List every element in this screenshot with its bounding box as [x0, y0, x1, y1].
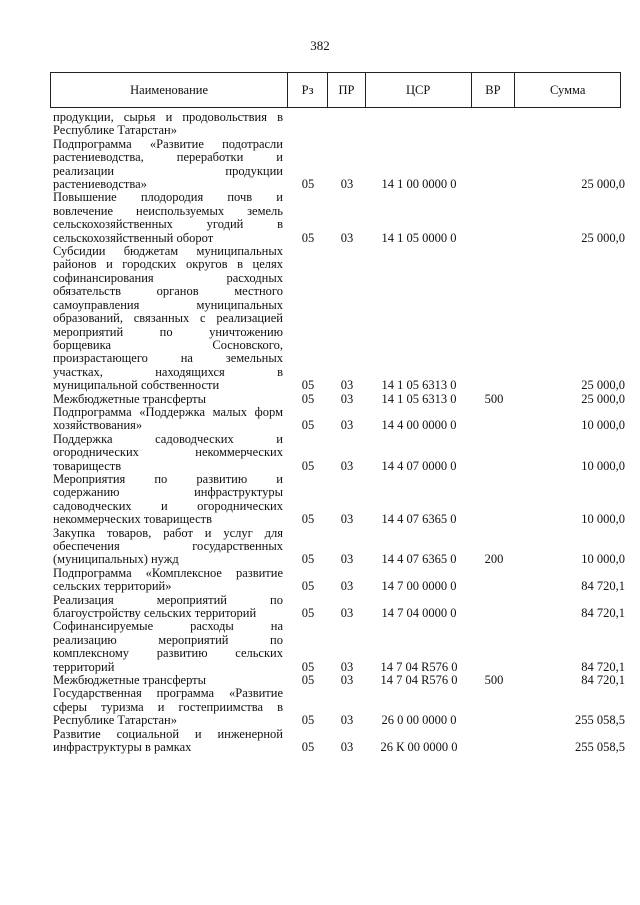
row-pr: 03 [340, 606, 354, 621]
row-rz: 05 [301, 579, 315, 594]
name-line: Республике Татарстан» [53, 123, 177, 138]
table-row [50, 138, 625, 192]
table-row [50, 473, 625, 527]
row-name [50, 728, 283, 755]
row-pr: 03 [340, 458, 354, 473]
row-csr: 14 7 04 0000 0 [381, 606, 457, 621]
name-line: участках, находящихся в [53, 364, 283, 379]
row-rz: 05 [301, 659, 315, 674]
row-sum: 10 000,0 [581, 512, 625, 527]
row-vr: 200 [484, 552, 504, 567]
row-csr: 14 1 00 0000 0 [381, 177, 457, 192]
name-line: (муниципальных) нужд [53, 552, 179, 567]
row-name [50, 111, 283, 138]
name-line: некоммерческих товариществ [53, 512, 212, 527]
name-line: сферы туризма и гостеприимства в [53, 699, 283, 714]
table-row [50, 111, 625, 138]
name-line: обеспечения государственных [53, 539, 283, 553]
name-line: хозяйствования» [53, 418, 143, 433]
row-csr: 26 К 00 0000 0 [380, 740, 458, 755]
row-vr: 500 [484, 391, 504, 406]
table-body [50, 111, 625, 755]
row-csr: 14 7 00 0000 0 [381, 579, 457, 594]
name-line: обязательств органов местного [53, 284, 283, 299]
name-line: мероприятий по уничтожению [53, 324, 283, 339]
row-pr: 03 [340, 579, 354, 594]
row-name [50, 674, 283, 687]
name-line: садоводческих и огороднических [53, 498, 283, 513]
row-csr: 14 7 04 R576 0 [380, 659, 458, 674]
name-line: Подпрограмма «Комплексное развитие [53, 565, 283, 580]
row-sum: 25 000,0 [581, 177, 625, 192]
name-line: Софинансируемые расходы на [53, 619, 283, 634]
table-row [50, 620, 625, 674]
table-row [50, 245, 625, 392]
row-csr: 26 0 00 0000 0 [381, 713, 457, 728]
name-line: благоустройству сельских территорий [53, 606, 257, 621]
row-pr: 03 [340, 418, 354, 433]
table-row [50, 393, 625, 406]
row-sum: 25 000,0 [581, 391, 625, 406]
row-pr: 03 [340, 177, 354, 192]
name-line: сельских территорий» [53, 579, 172, 594]
row-vr: 500 [484, 673, 504, 688]
table-row [50, 594, 625, 621]
row-pr: 03 [340, 740, 354, 755]
row-name [50, 620, 283, 674]
page-number: 382 [310, 38, 330, 53]
name-line: содержанию инфраструктуры [53, 485, 283, 500]
row-sum: 255 058,5 [575, 740, 625, 755]
row-rz: 05 [301, 230, 315, 245]
row-sum: 84 720,1 [581, 659, 625, 674]
name-line: софинансирования расходных [53, 270, 283, 285]
row-rz: 05 [301, 418, 315, 433]
row-csr: 14 4 00 0000 0 [381, 418, 457, 433]
name-line: инфраструктуры в рамках [53, 740, 192, 755]
row-pr: 03 [340, 673, 354, 688]
row-rz: 05 [301, 512, 315, 527]
row-sum: 10 000,0 [581, 552, 625, 567]
name-line: районов и городских округов в целях [53, 257, 283, 272]
row-name [50, 191, 283, 245]
name-line: Закупка товаров, работ и услуг для [53, 525, 283, 540]
name-line: произрастающего на земельных [53, 351, 283, 366]
table-row [50, 567, 625, 594]
row-name [50, 527, 283, 567]
row-rz: 05 [301, 713, 315, 728]
name-line: продукции, сырья и продовольствия в [53, 110, 283, 124]
row-name [50, 393, 283, 406]
row-sum: 10 000,0 [581, 458, 625, 473]
row-sum: 255 058,5 [575, 713, 625, 728]
row-name [50, 594, 283, 621]
row-name [50, 687, 283, 727]
name-line: сельскохозяйственный оборот [53, 230, 214, 245]
name-line: комплексному развитию сельских [53, 646, 283, 661]
row-rz: 05 [301, 552, 315, 567]
row-name [50, 245, 283, 392]
row-sum: 25 000,0 [581, 378, 625, 393]
row-pr: 03 [340, 512, 354, 527]
row-rz: 05 [301, 606, 315, 621]
name-line: самоуправления муниципальных [53, 297, 283, 312]
row-pr: 03 [340, 659, 354, 674]
table-row [50, 527, 625, 567]
header-csr: ЦСР [366, 73, 472, 107]
name-line: территорий [53, 659, 115, 674]
row-sum: 10 000,0 [581, 418, 625, 433]
name-line: растениеводства» [53, 177, 147, 192]
name-line: Мероприятия по развитию и [53, 471, 283, 486]
row-name [50, 406, 283, 433]
row-pr: 03 [340, 230, 354, 245]
row-pr: 03 [340, 713, 354, 728]
name-line: Развитие социальной и инженерной [53, 726, 283, 741]
row-csr: 14 1 05 6313 0 [381, 378, 457, 393]
name-line: огороднических некоммерческих [53, 445, 283, 460]
table-row [50, 191, 625, 245]
header-rz: Рз [288, 73, 328, 107]
header-sum: Сумма [549, 82, 586, 97]
header-pr: ПР [328, 73, 366, 107]
row-sum: 84 720,1 [581, 606, 625, 621]
name-line: образований, связанных с реализацией [53, 311, 283, 326]
name-line: вовлечение неиспользуемых земель [53, 203, 283, 218]
name-line: Подпрограмма «Развитие подотрасли [53, 136, 283, 151]
name-line: Республике Татарстан» [53, 713, 177, 728]
row-csr: 14 1 05 0000 0 [381, 230, 457, 245]
row-pr: 03 [340, 552, 354, 567]
name-line: Поддержка садоводческих и [53, 431, 283, 446]
row-pr: 03 [340, 391, 354, 406]
row-csr: 14 4 07 0000 0 [381, 458, 457, 473]
row-pr: 03 [340, 378, 354, 393]
name-line: Реализация мероприятий по [53, 592, 283, 607]
table-row [50, 728, 625, 755]
name-line: Подпрограмма «Поддержка малых форм [53, 404, 283, 419]
name-line: сельскохозяйственных угодий в [53, 217, 283, 232]
row-name [50, 138, 283, 192]
table-row [50, 433, 625, 473]
row-rz: 05 [301, 458, 315, 473]
row-sum: 84 720,1 [581, 579, 625, 594]
table-row [50, 406, 625, 433]
name-line: борщевика Сосновского, [53, 337, 283, 352]
name-line: Государственная программа «Развитие [53, 686, 283, 701]
name-line: реализации продукции [53, 163, 283, 178]
row-rz: 05 [301, 740, 315, 755]
row-csr: 14 4 07 6365 0 [381, 552, 457, 567]
row-rz: 05 [301, 391, 315, 406]
row-sum: 84 720,1 [581, 673, 625, 688]
name-line: муниципальной собственности [53, 378, 220, 393]
row-csr: 14 1 05 6313 0 [381, 391, 457, 406]
name-line: Повышение плодородия почв и [53, 190, 283, 205]
table-row [50, 687, 625, 727]
row-csr: 14 4 07 6365 0 [381, 512, 457, 527]
name-line: растениеводства, переработки и [53, 150, 283, 165]
row-rz: 05 [301, 177, 315, 192]
row-csr: 14 7 04 R576 0 [380, 673, 458, 688]
row-rz: 05 [301, 673, 315, 688]
name-line: Межбюджетные трансферты [53, 673, 207, 688]
header-name: Наименование [51, 73, 288, 107]
table-row [50, 674, 625, 687]
row-name [50, 473, 283, 527]
header-vr: ВР [472, 73, 516, 107]
name-line: товариществ [53, 458, 122, 473]
row-name [50, 433, 283, 473]
row-name [50, 567, 283, 594]
name-line: реализацию мероприятий по [53, 632, 283, 647]
row-rz: 05 [301, 378, 315, 393]
name-line: Межбюджетные трансферты [53, 391, 207, 406]
name-line: Субсидии бюджетам муниципальных [53, 244, 283, 259]
table-header [50, 72, 621, 108]
row-sum: 25 000,0 [581, 230, 625, 245]
